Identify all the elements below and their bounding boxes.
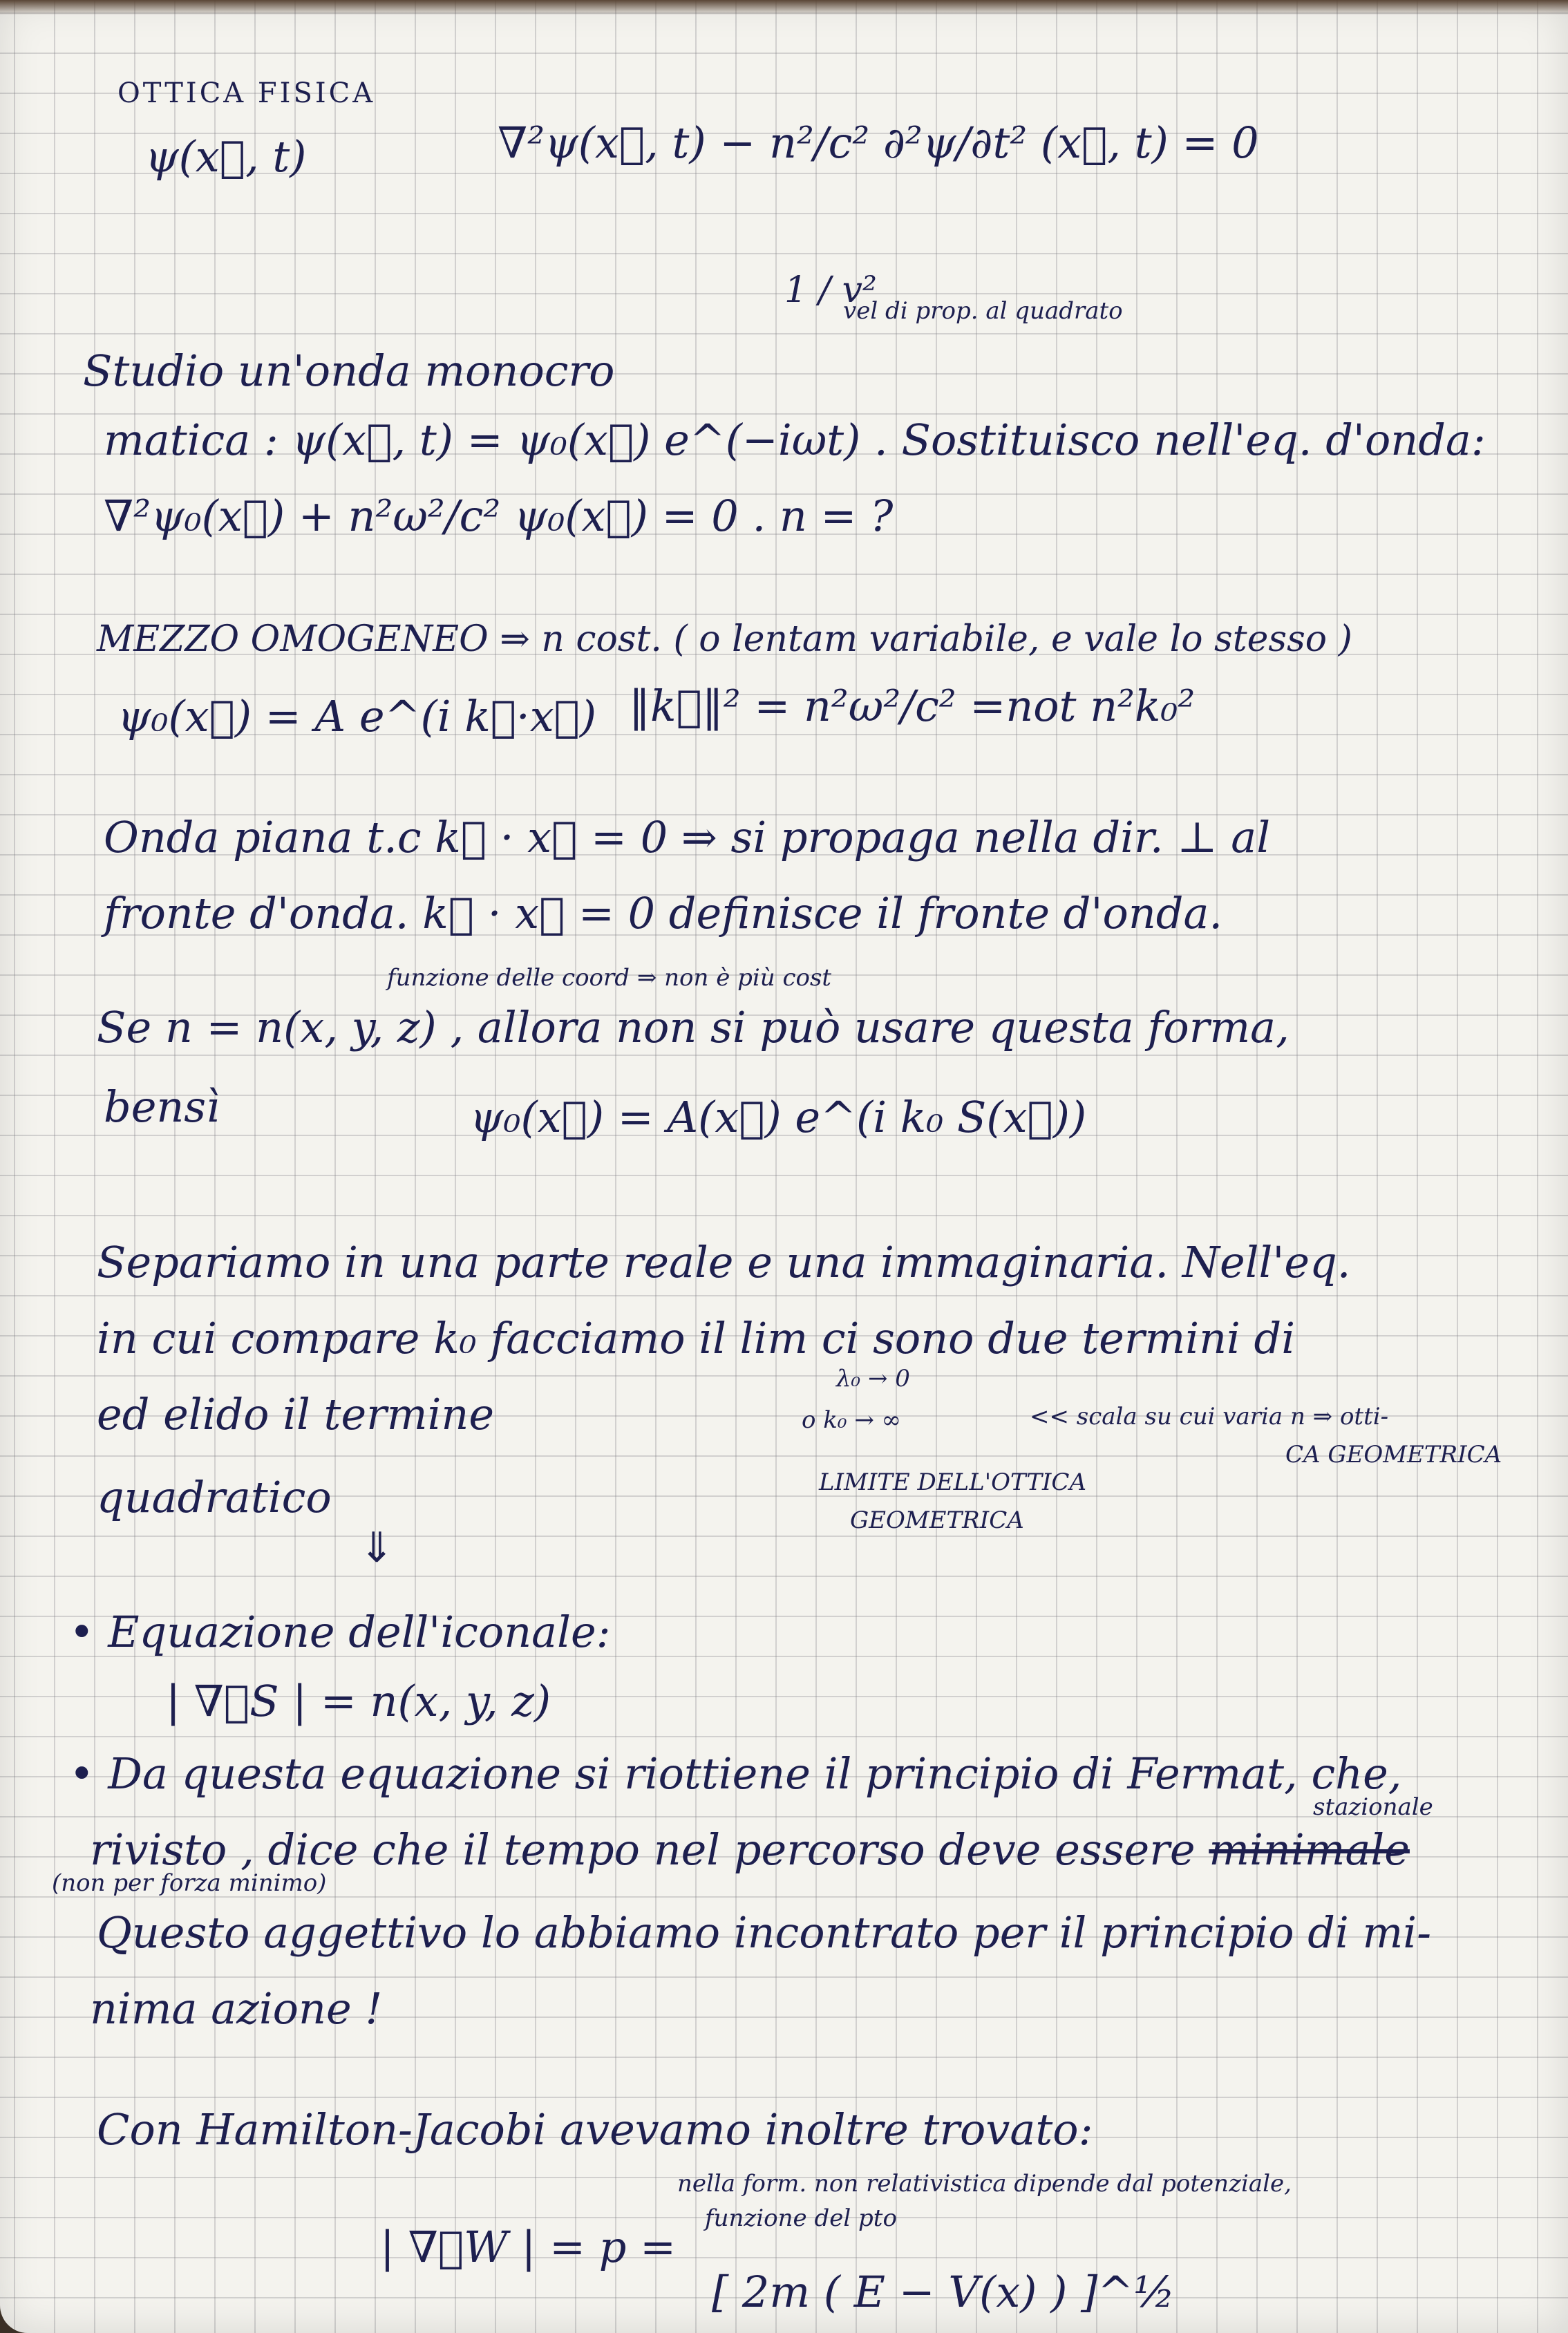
homogeneous-medium: MEZZO OMOGENEO ⇒ n cost. ( o lentam variabile, e vale lo stesso ) bbox=[97, 618, 1352, 660]
eikonal-ansatz: ψ₀(x⃗) = A(x⃗) e^(i k₀ S(x⃗)) bbox=[470, 1092, 1087, 1142]
separate-line-2: in cui compare k₀ facciamo il lim ci sono due termini di bbox=[97, 1313, 1296, 1363]
note-point-function: funzione del pto bbox=[705, 2204, 897, 2232]
line-monochrome-1: Studio un'onda monocro bbox=[83, 346, 615, 396]
wave-function: ψ(x⃗, t) bbox=[145, 131, 307, 182]
eikonal-equation: | ∇⃗S | = n(x, y, z) bbox=[166, 1676, 551, 1726]
note-stationary: stazionale bbox=[1313, 1793, 1433, 1821]
nonconst-line-2: bensì bbox=[104, 1082, 220, 1132]
note-limit-1: λ₀ → 0 bbox=[836, 1365, 910, 1392]
note-geom-limit-1: LIMITE DELL'OTTICA bbox=[819, 1468, 1086, 1496]
note-scale: << scala su cui varia n ⇒ otti- bbox=[1030, 1403, 1389, 1430]
page-edge bbox=[0, 0, 1568, 15]
wave-equation: ∇²ψ(x⃗, t) − n²/c² ∂²ψ/∂t² (x⃗, t) = 0 bbox=[498, 117, 1259, 168]
hamilton-line: Con Hamilton-Jacobi avevamo inoltre trovato: bbox=[97, 2104, 1093, 2155]
note-velocity: vel di prop. al quadrato bbox=[843, 297, 1123, 325]
note-geom-limit-2: GEOMETRICA bbox=[850, 1506, 1024, 1534]
nonconst-line-1: Se n = n(x, y, z) , allora non si può usare questa forma, bbox=[97, 1002, 1290, 1052]
bullet-fermat-1: • Da questa equazione si riottiene il principio di Fermat, che, bbox=[69, 1748, 1402, 1799]
note-1-over-v2: 1 / v² bbox=[784, 270, 877, 311]
separate-line-3: ed elido il termine bbox=[97, 1389, 495, 1439]
adjective-line-1: Questo aggettivo lo abbiamo incontrato per il principio di mi- bbox=[97, 1907, 1432, 1958]
bullet-fermat-2-text: rivisto , dice che il tempo nel percorso deve essere bbox=[90, 1824, 1196, 1875]
note-coord-function: funzione delle coord ⇒ non è più cost bbox=[387, 964, 832, 992]
note-nonrelativistic: nella form. non relativistica dipende dal potenziale, bbox=[677, 2170, 1292, 2198]
hj-rhs: [ 2m ( E − V(x) ) ]^½ bbox=[712, 2267, 1175, 2317]
helmholtz-equation: ∇²ψ₀(x⃗) + n²ω²/c² ψ₀(x⃗) = 0 . n = ? bbox=[104, 491, 894, 541]
separate-line-4: quadratico bbox=[97, 1472, 332, 1522]
note-scale-2: CA GEOMETRICA bbox=[1285, 1441, 1502, 1468]
adjective-line-2: nima azione ! bbox=[90, 1983, 383, 2034]
bullet-fermat-2 bbox=[90, 1824, 1410, 1875]
struck-word: minimale bbox=[1209, 1824, 1410, 1875]
bullet-eikonal: • Equazione dell'iconale: bbox=[69, 1607, 611, 1657]
hj-equation: | ∇⃗W | = p = bbox=[380, 2222, 677, 2272]
line-monochrome-2: matica : ψ(x⃗, t) = ψ₀(x⃗) e^(−iωt) . Sostituisco nell'eq. d'onda: bbox=[104, 415, 1486, 465]
down-arrow-icon: ⇓ bbox=[359, 1524, 395, 1572]
note-limit-2: o k₀ → ∞ bbox=[802, 1406, 901, 1434]
separate-line-1: Separiamo in una parte reale e una immaginaria. Nell'eq. bbox=[97, 1237, 1351, 1287]
note-not-minimum: (non per forza minimo) bbox=[52, 1869, 327, 1897]
plane-wave-line-1: Onda piana t.c k⃗ · x⃗ = 0 ⇒ si propaga nella dir. ⊥ al bbox=[104, 812, 1271, 862]
plane-wave-line-2: fronte d'onda. k⃗ · x⃗ = 0 definisce il fronte d'onda. bbox=[104, 888, 1223, 938]
page-title: OTTICA FISICA bbox=[117, 77, 376, 109]
k-norm: ‖k⃗‖² = n²ω²/c² =not n²k₀² bbox=[629, 681, 1196, 731]
plane-wave-solution: ψ₀(x⃗) = A e^(i k⃗·x⃗) bbox=[117, 691, 597, 742]
